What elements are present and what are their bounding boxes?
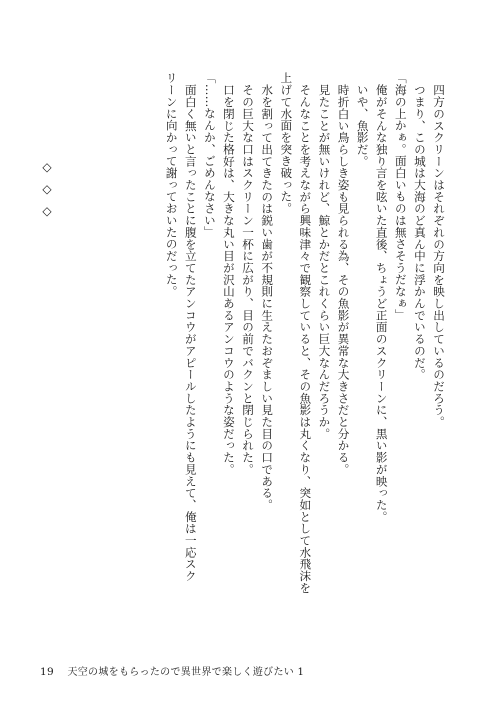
text-line: そんなことを考えながら興味津々で観察していると、その魚影は丸くなり、突如として水飛沫を xyxy=(298,83,313,594)
body-text xyxy=(28,72,448,642)
text-line: 面白く無いと言ったことに腹を立てたアンコウがアピールしたようにも見えて、俺は一応スク xyxy=(183,83,198,582)
text-line: 時折白い鳥らしき姿も見られる為、その魚影が異常な大きさだと分かる。 xyxy=(336,83,351,475)
text-line: 口を閉じた格好は、大きな丸い目が沢山あるアンコウのような姿だった。 xyxy=(221,83,236,475)
text-line: つまり、この城は大海のど真ん中に浮かんでいるのだ。 xyxy=(412,83,427,380)
text-line: その巨大な口はスクリーン一杯に広がり、目の前でバクンと閉じられた。 xyxy=(241,83,256,475)
book-title: 天空の城をもらったので異世界で楽しく遊びたい 1 xyxy=(67,667,305,678)
page-footer xyxy=(40,663,304,678)
text-line: 「……なんか、ごめんなさい」 xyxy=(202,72,217,238)
page-number: 19 xyxy=(40,666,54,678)
text-line: 上げて水面を突き破った。 xyxy=(279,72,294,215)
text-line: 水を割って出てきたのは鋭い歯が不規則に生えたおぞましい見た目の口である。 xyxy=(260,83,275,511)
text-line: 四方のスクリーンはそれぞれの方向を映し出しているのだろう。 xyxy=(432,83,446,428)
text-line: 見たことが無いけれど、鯨とかだとこれくらい巨大なんだろうか。 xyxy=(317,83,332,440)
section-break-ornament: ◇◇◇ xyxy=(40,160,54,226)
text-line: リーンに向かって謝っておいたのだった。 xyxy=(164,72,179,298)
text-line: 「海の上かぁ。面白いものは無さそうだなぁ」 xyxy=(393,72,408,321)
text-line: いや、魚影だ。 xyxy=(355,83,370,167)
text-line: 俺がそんな独り言を呟いた直後、ちょうど正面のスクリーンに、黒い影が映った。 xyxy=(374,83,389,523)
